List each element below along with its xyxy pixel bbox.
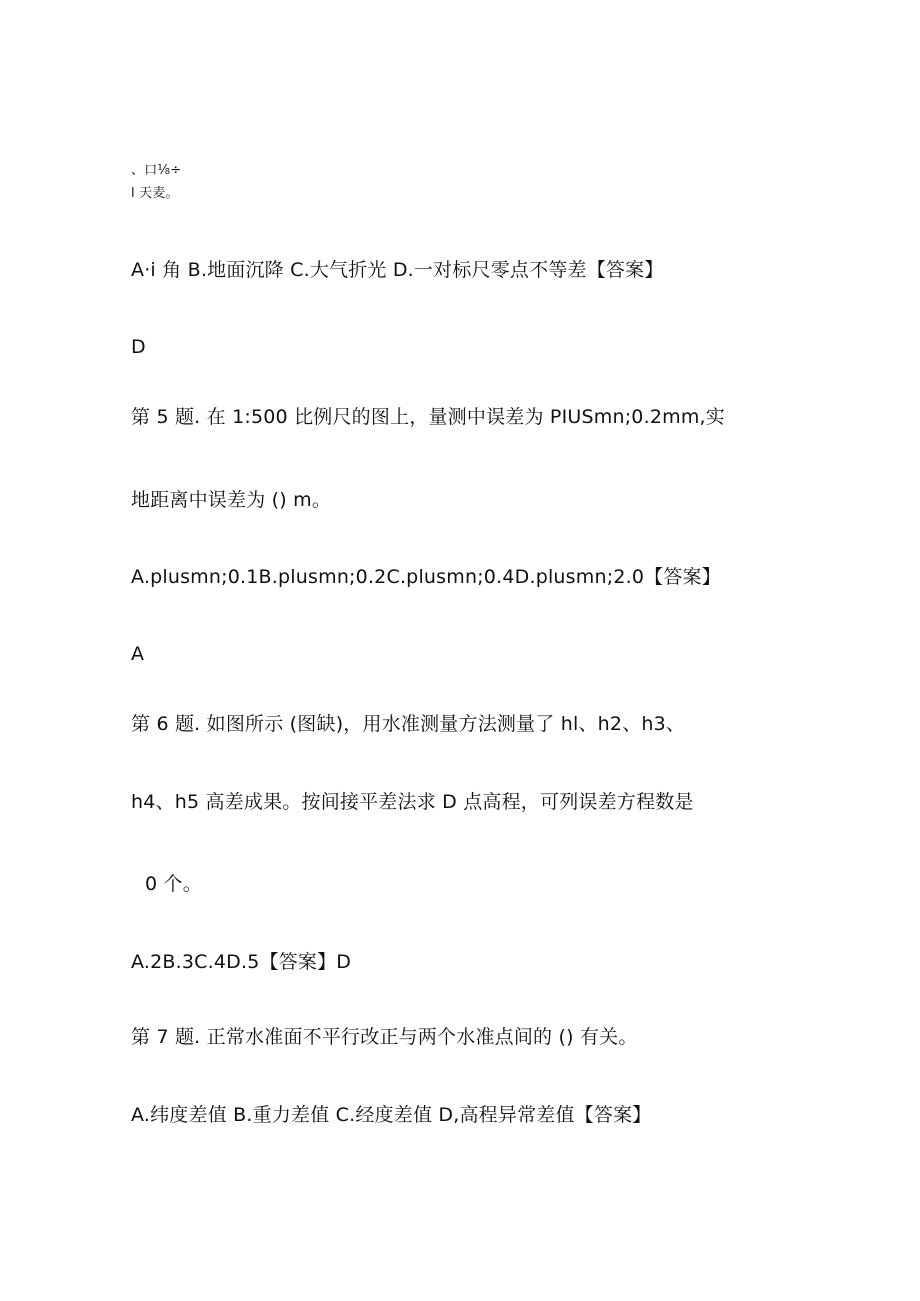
q5-answer: A: [131, 643, 145, 665]
q4-options: A·i 角 B.地面沉降 C.大气折光 D.一对标尺零点不等差【答案】: [131, 259, 664, 281]
header-fragment-line-1: 、口⅛÷: [131, 163, 182, 178]
q6-question-line-2: h4、h5 高差成果。按间接平差法求 D 点高程，可列误差方程数是: [131, 791, 694, 813]
q6-question-line-1: 第 6 题. 如图所示 (图缺)，用水准测量方法测量了 hl、h2、h3、: [131, 713, 686, 735]
header-fragment-line-2: l 天麦。: [131, 186, 179, 201]
q7-question-line-1: 第 7 题. 正常水准面不平行改正与两个水准点间的 () 有关。: [131, 1026, 638, 1048]
q6-options: A.2B.3C.4D.5【答案】D: [131, 951, 352, 973]
q5-question-line-2: 地距离中误差为 () m。: [131, 489, 332, 511]
q4-answer: D: [131, 336, 146, 358]
q6-question-line-3: 0 个。: [145, 873, 202, 895]
q5-options: A.plusmn;0.1B.plusmn;0.2C.plusmn;0.4D.plusmn;2.0【答案】: [131, 566, 721, 588]
q5-question-line-1: 第 5 题. 在 1:500 比例尺的图上，量测中误差为 PIUSmn;0.2mm,实: [131, 406, 725, 428]
q7-options: A.纬度差值 B.重力差值 C.经度差值 D,高程异常差值【答案】: [131, 1104, 652, 1126]
